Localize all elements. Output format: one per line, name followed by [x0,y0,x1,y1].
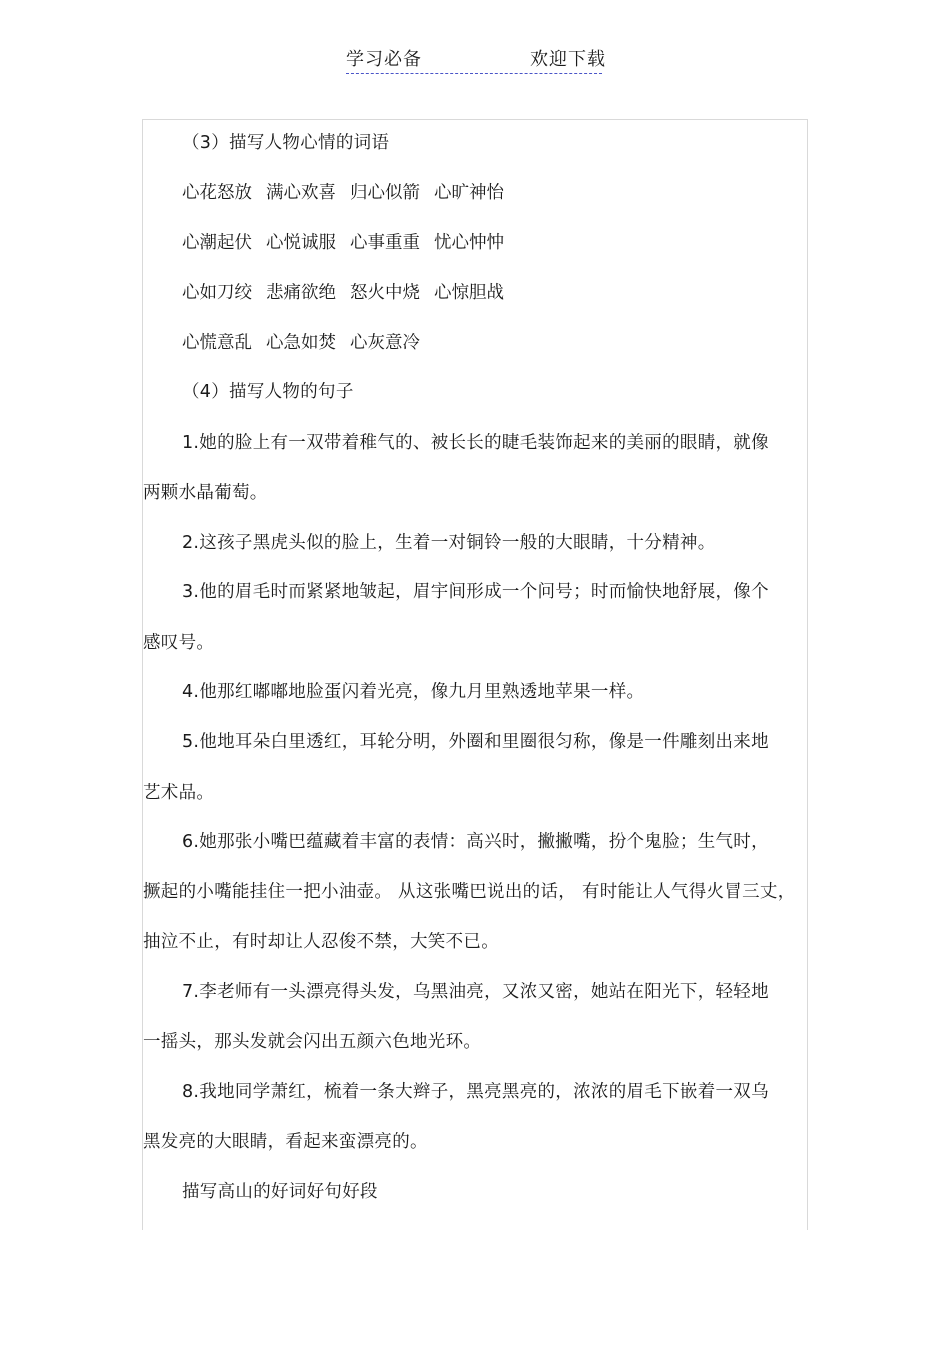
header-right-text: 欢迎下载 [530,49,606,70]
word: 心旷神怡 [434,183,504,203]
word: 心悦诚服 [266,233,336,253]
sentence-5-line-1: 5.他地耳朵白里透红，耳轮分明，外圈和里圈很匀称，像是一件雕刻出来地 [182,732,769,752]
sentence-7-line-2: 一摇头，那头发就会闪出五颜六色地光环。 [143,1032,482,1052]
sentence-3-line-2: 感叹号。 [143,633,215,653]
sentence-6-line-2: 撅起的小嘴能挂住一把小油壶。 从这张嘴巴说出的话， 有时能让人气得火冒三丈， [143,882,796,902]
next-section-heading: 描写高山的好词好句好段 [182,1182,378,1202]
word: 悲痛欲绝 [266,283,336,303]
word-row-3 [182,281,518,305]
section-heading-4: （4）描写人物的句子 [182,382,354,402]
word: 心如刀绞 [182,283,252,303]
sentence-8-line-1: 8.我地同学萧红，梳着一条大辫子，黑亮黑亮的，浓浓的眉毛下嵌着一双乌 [182,1082,769,1102]
sentence-2: 2.这孩子黑虎头似的脸上，生着一对铜铃一般的大眼睛，十分精神。 [182,533,716,553]
word: 心潮起伏 [182,233,252,253]
word: 心惊胆战 [434,283,504,303]
word: 心事重重 [350,233,420,253]
word: 忧心忡忡 [434,233,504,253]
sentence-6-line-3: 抽泣不止，有时却让人忍俊不禁，大笑不已。 [143,932,499,952]
word-row-2 [182,231,518,255]
sentence-3-line-1: 3.他的眉毛时而紧紧地皱起，眉宇间形成一个问号；时而愉快地舒展，像个 [182,582,769,602]
sentence-4: 4.他那红嘟嘟地脸蛋闪着光亮，像九月里熟透地苹果一样。 [182,682,645,702]
header-underline [346,73,602,74]
word: 归心似箭 [350,183,420,203]
word: 心灰意冷 [350,333,420,353]
section-heading-3: （3）描写人物心情的词语 [182,133,390,153]
sentence-5-line-2: 艺术品。 [143,783,215,803]
sentence-8-line-2: 黑发亮的大眼睛，看起来蛮漂亮的。 [143,1132,428,1152]
word-row-1 [182,181,518,205]
word-row-4 [182,331,434,355]
header-left-text: 学习必备 [346,49,422,70]
word: 心慌意乱 [182,333,252,353]
word: 心花怒放 [182,183,252,203]
word: 心急如焚 [266,333,336,353]
sentence-1-line-1: 1.她的脸上有一双带着稚气的、被长长的睫毛装饰起来的美丽的眼睛，就像 [182,433,769,453]
word: 怒火中烧 [350,283,420,303]
sentence-7-line-1: 7.李老师有一头漂亮得头发，乌黑油亮，又浓又密，她站在阳光下，轻轻地 [182,982,769,1002]
page-header [0,46,950,76]
sentence-6-line-1: 6.她那张小嘴巴蕴藏着丰富的表情：高兴时，撇撇嘴，扮个鬼脸；生气时， [182,832,769,852]
word: 满心欢喜 [266,183,336,203]
sentence-1-line-2: 两颗水晶葡萄。 [143,483,268,503]
